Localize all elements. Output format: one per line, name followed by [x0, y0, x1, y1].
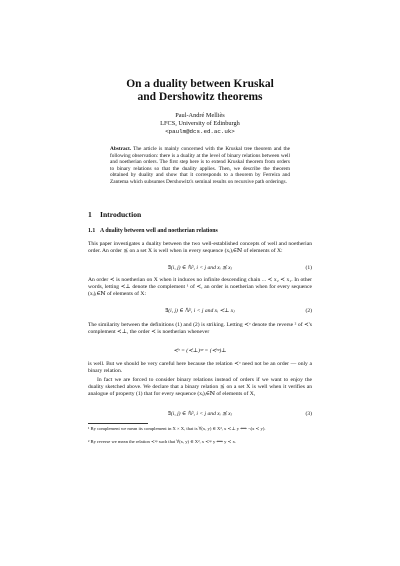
- equation-3-formula: ∃(i, j) ∈ ℕ², i < j and xᵢ ⪯ xⱼ: [167, 411, 233, 417]
- footnote-rule: [88, 423, 148, 424]
- paper-title-line-1: On a duality between Kruskal: [126, 78, 274, 90]
- subsection-number: 1.1: [88, 228, 96, 234]
- equation-1-tag: (1): [305, 265, 312, 271]
- equation-2-tag: (2): [305, 308, 312, 314]
- paragraph-4: is well. But we should be very careful here because the relation ≺ᵒ need not be an order — only a binary relation.: [88, 361, 312, 375]
- section-heading: [88, 210, 141, 219]
- paragraph-1: This paper investigates a duality between the two well-established concepts of well and noetherian order. An order ⪯ on a set X is well when in every sequence (xᵢ)ᵢ∈ℕ of elements of X:: [88, 241, 312, 255]
- subsection-heading: [88, 228, 218, 234]
- section-title: Introduction: [100, 210, 142, 219]
- subsection-title: A duality between well and noetherian relations: [100, 228, 218, 234]
- author-affiliation: LFCS, University of Edinburgh: [160, 120, 240, 127]
- footnote-1: ¹ By complement we mean its complement in X × X, that is ∀(x, y) ∈ X², x ≺⊥ y ⟺ ¬(x ≺ y).: [88, 426, 266, 431]
- abstract: [110, 146, 290, 186]
- equation-1: [88, 264, 312, 272]
- equation-reverse-complement-formula: ≺ᵒ = (≺⊥)ᵒᵖ = (≺ᵒᵖ)⊥: [173, 348, 227, 354]
- equation-3-tag: (3): [305, 411, 312, 417]
- abstract-label: Abstract.: [110, 146, 132, 152]
- paragraph-3: The similarity between the definitions (1) and (2) is striking. Letting ≺ᵒ denote the reverse ² of ≺'s complement ≺⊥, the order ≺ is noetherian whenever: [88, 322, 312, 336]
- equation-3: [88, 410, 312, 418]
- equation-reverse-complement: [88, 347, 312, 355]
- paper-title-line-2: and Dershowitz theorems: [137, 91, 263, 103]
- author-name: Paul-André Melliès: [175, 112, 225, 119]
- paragraph-2: An order ≺ is noetherian on X when it induces no infinite descending chain ... ≺ x₂ ≺ x₁. In other words, letting ≺⊥ denote the complement ¹ of ≺, an order is noetherian when for every sequence (xᵢ)ᵢ∈ℕ of elements of X:: [88, 277, 312, 298]
- equation-2: [88, 307, 312, 315]
- author-email: <paulm@dcs.ed.ac.uk>: [165, 128, 235, 135]
- abstract-text: The article is mainly concerned with the Kruskal tree theorem and the following observation: there is a duality at the level of binary relations between well and noetherian orders. The first step here is to extend Kruskal theorem from orders to binary relations so that the duality applies. Then, we describe the theorem obtained by duality and show that it corresponds to a theorem by Ferreira and Zantema which subsumes Dershowitz's seminal results on recursive path orderings.: [110, 146, 290, 185]
- section-number: 1: [88, 210, 92, 219]
- paragraph-5: In fact we are forced to consider binary relations instead of orders if we want to enjoy the duality sketched above. We declare that a binary relation ⪯ on a set X is well when it verifies an analogue of property (1) that for every sequence (xᵢ)ᵢ∈ℕ of elements of X,: [88, 377, 312, 398]
- equation-1-formula: ∃(i, j) ∈ ℕ², i < j and xᵢ ⪯ xⱼ: [167, 265, 233, 271]
- equation-2-formula: ∃(i, j) ∈ ℕ², i < j and xᵢ ≺⊥ xⱼ: [165, 308, 235, 314]
- footnote-2: ² By reverse we mean the relation ≺ᵒᵖ such that ∀(x, y) ∈ X², x ≺ᵒᵖ y ⟺ y ≺ x.: [88, 439, 237, 444]
